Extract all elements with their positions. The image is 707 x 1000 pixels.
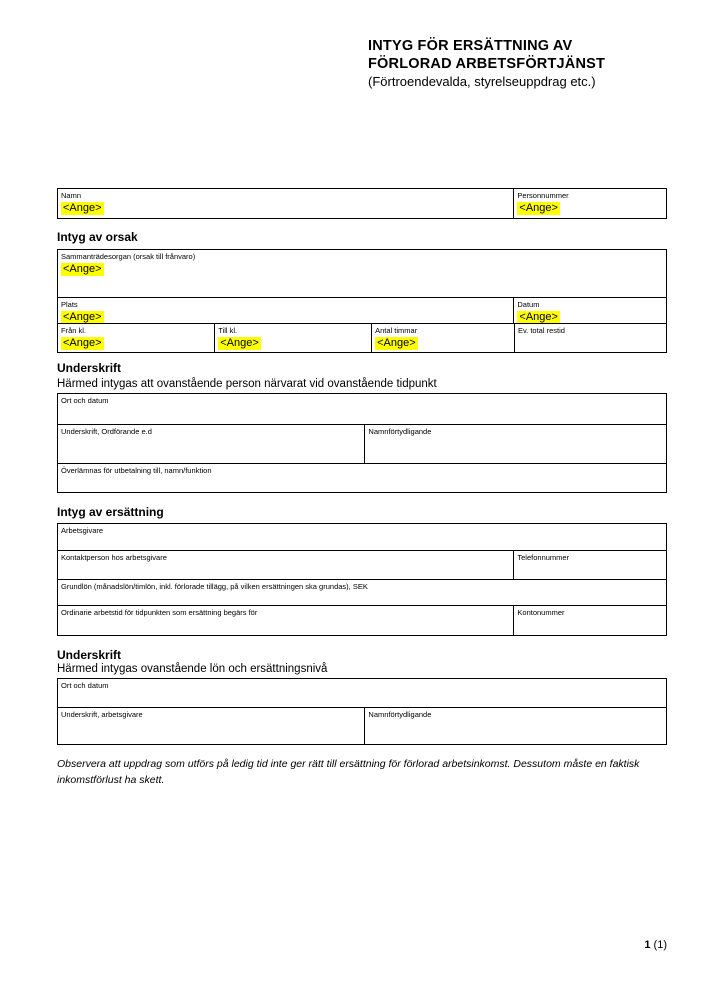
section-heading-orsak: Intyg av orsak bbox=[57, 230, 138, 244]
sammantradesorgan-placeholder[interactable]: <Ange> bbox=[63, 263, 102, 275]
form-title bbox=[368, 38, 605, 91]
arbetsgivare-label: Arbetsgivare bbox=[61, 526, 104, 535]
till-kl-value bbox=[218, 337, 369, 350]
plats-field bbox=[58, 298, 513, 323]
underskrift-arbetsgivare-label: Underskrift, arbetsgivare bbox=[61, 710, 143, 719]
ort-datum-label-1: Ort och datum bbox=[61, 396, 109, 405]
page-number-total: (1) bbox=[653, 939, 667, 951]
sammantradesorgan-label: Sammanträdesorgan (orsak till frånvaro) bbox=[61, 252, 196, 261]
namnfortydligande-field-1 bbox=[364, 425, 666, 463]
fran-kl-placeholder[interactable]: <Ange> bbox=[63, 337, 102, 349]
name-placeholder[interactable]: <Ange> bbox=[63, 202, 102, 214]
arbetstid-field bbox=[58, 606, 513, 635]
namnfortydligande-field-2 bbox=[364, 708, 666, 744]
ort-datum-field-1 bbox=[58, 394, 666, 424]
table-row bbox=[58, 707, 666, 744]
fran-kl-label: Från kl. bbox=[61, 326, 87, 335]
table-row bbox=[58, 605, 666, 635]
kontonummer-label: Kontonummer bbox=[517, 608, 565, 617]
table-row bbox=[58, 550, 666, 579]
antal-timmar-placeholder[interactable]: <Ange> bbox=[377, 337, 416, 349]
table-row bbox=[58, 579, 666, 605]
till-kl-field bbox=[214, 324, 371, 352]
arbetstid-label: Ordinarie arbetstid för tidpunkten som ersättning begärs för bbox=[61, 608, 258, 617]
antal-timmar-field bbox=[371, 324, 514, 352]
orsak-table bbox=[57, 249, 667, 353]
table-row bbox=[58, 323, 666, 352]
datum-placeholder[interactable]: <Ange> bbox=[519, 311, 558, 323]
datum-label: Datum bbox=[517, 300, 540, 309]
arbetsgivare-field bbox=[58, 524, 666, 550]
section-heading-underskrift-1: Underskrift bbox=[57, 361, 122, 375]
name-label: Namn bbox=[61, 191, 82, 200]
telefonnummer-label: Telefonnummer bbox=[517, 553, 570, 562]
name-field bbox=[58, 189, 513, 218]
table-row bbox=[58, 250, 666, 297]
antal-timmar-label: Antal timmar bbox=[375, 326, 418, 335]
page-number-current: 1 bbox=[644, 939, 651, 951]
table-row bbox=[58, 297, 666, 323]
plats-placeholder[interactable]: <Ange> bbox=[63, 311, 102, 323]
table-row bbox=[58, 463, 666, 492]
table-row bbox=[58, 424, 666, 463]
form-title-line2: FÖRLORAD ARBETSFÖRTJÄNST bbox=[368, 55, 606, 72]
kontaktperson-field bbox=[58, 551, 513, 579]
underskrift2-table bbox=[57, 678, 667, 745]
table-row bbox=[58, 394, 666, 424]
table-row bbox=[58, 189, 666, 218]
underskrift-arbetsgivare-field bbox=[58, 708, 364, 744]
section-heading-ersattning: Intyg av ersättning bbox=[57, 505, 164, 519]
till-kl-label: Till kl. bbox=[218, 326, 238, 335]
namnfortydligande-label-1: Namnförtydligande bbox=[368, 427, 432, 436]
section-subtitle-underskrift-2: Härmed intygas ovanstående lön och ersättningsnivå bbox=[57, 663, 328, 675]
telefonnummer-field bbox=[513, 551, 666, 579]
overlamnas-field bbox=[58, 464, 666, 492]
fran-kl-field bbox=[58, 324, 214, 352]
personnummer-field bbox=[513, 189, 666, 218]
underskrift1-table bbox=[57, 393, 667, 493]
person-table bbox=[57, 188, 667, 219]
ersattning-table bbox=[57, 523, 667, 636]
antal-timmar-value bbox=[375, 337, 512, 350]
kontaktperson-label: Kontaktperson hos arbetsgivare bbox=[61, 553, 167, 562]
sammantradesorgan-value bbox=[61, 263, 664, 276]
form-title-line1: INTYG FÖR ERSÄTTNING AV bbox=[368, 38, 573, 54]
fran-kl-value bbox=[61, 337, 212, 350]
underskrift-ordforande-field bbox=[58, 425, 364, 463]
section-heading-underskrift-2: Underskrift bbox=[57, 648, 122, 662]
ort-datum-field-2 bbox=[58, 679, 666, 707]
restid-field bbox=[514, 324, 666, 352]
restid-label: Ev. total restid bbox=[517, 326, 565, 335]
personnummer-placeholder[interactable]: <Ange> bbox=[519, 202, 558, 214]
kontonummer-field bbox=[513, 606, 666, 635]
table-row bbox=[58, 524, 666, 550]
personnummer-value bbox=[517, 202, 664, 215]
section-subtitle-underskrift-1: Härmed intygas att ovanstående person närvarat vid ovanstående tidpunkt bbox=[57, 378, 437, 390]
sammantradesorgan-field bbox=[58, 250, 666, 297]
personnummer-label: Personnummer bbox=[517, 191, 569, 200]
plats-label: Plats bbox=[61, 300, 78, 309]
name-value bbox=[61, 202, 511, 215]
namnfortydligande-label-2: Namnförtydligande bbox=[368, 710, 432, 719]
ort-datum-label-2: Ort och datum bbox=[61, 681, 109, 690]
datum-field bbox=[513, 298, 666, 323]
page-number bbox=[644, 939, 667, 952]
datum-value bbox=[517, 311, 664, 323]
form-title-subtitle: (Förtroendevalda, styrelseuppdrag etc.) bbox=[368, 74, 596, 89]
note-text: Observera att uppdrag som utförs på ledig tid inte ger rätt till ersättning för förlorad arbetsinkomst. Dessutom måste en faktisk inkomstförlust ha skett. bbox=[57, 758, 640, 786]
grundlon-label: Grundlön (månadslön/timlön, inkl. förlorade tillägg, på vilken ersättningen ska grundas), SEK bbox=[61, 582, 368, 591]
plats-value bbox=[61, 311, 511, 323]
overlamnas-label: Överlämnas för utbetalning till, namn/funktion bbox=[61, 466, 212, 475]
till-kl-placeholder[interactable]: <Ange> bbox=[220, 337, 259, 349]
table-row bbox=[58, 679, 666, 707]
grundlon-field bbox=[58, 580, 666, 605]
underskrift-ordforande-label: Underskrift, Ordförande e.d bbox=[61, 427, 152, 436]
